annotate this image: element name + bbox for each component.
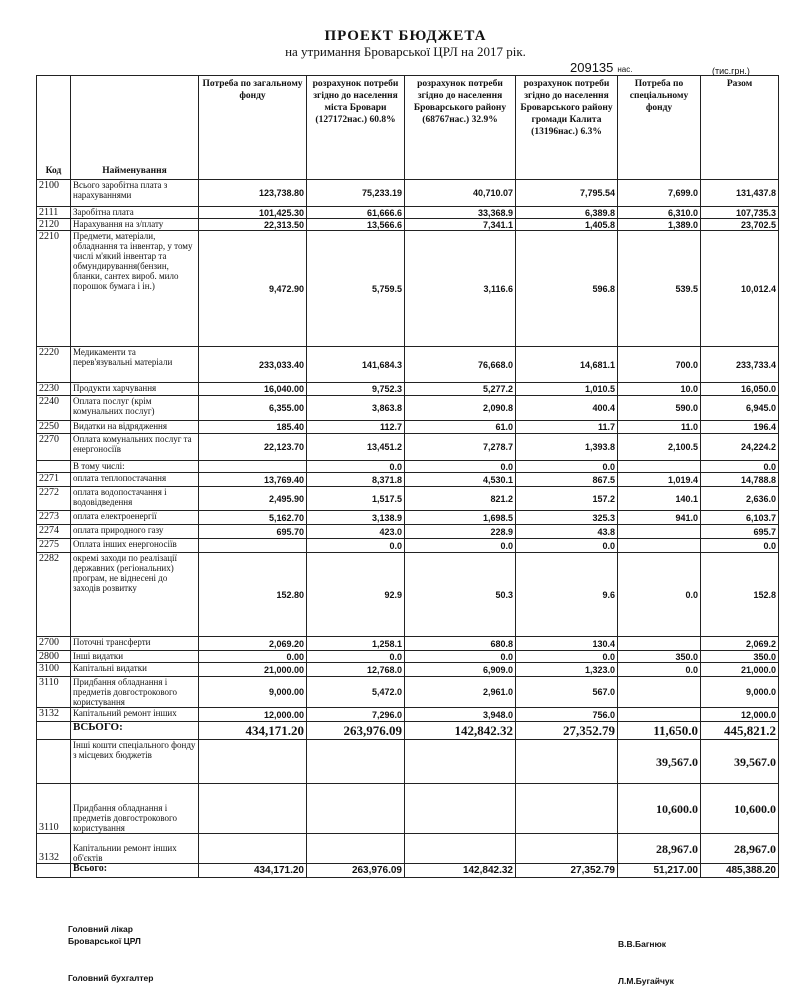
row-code: 2210 [37,231,71,347]
row-value: 228.9 [405,525,516,539]
row-value: 21,000.00 [199,663,307,677]
row-code: 2272 [37,487,71,511]
row-value: 3,863.8 [307,396,405,421]
chief-title-line-2: Броварської ЦРЛ [68,936,141,946]
row-value: 61,666.6 [307,207,405,219]
table-row [37,740,779,784]
table-row [37,461,779,473]
row-name: Всього заробітна плата з нарахуваннями [71,180,199,207]
table-row [37,434,779,461]
row-value: 1,393.8 [516,434,618,461]
header-code: Код [37,76,71,180]
row-code: 2800 [37,651,71,663]
row-value: 13,769.40 [199,473,307,487]
header-city: розрахунок потреби згідно до населення міста Бровари (127172нас.) 60.8% [307,76,405,180]
row-value: 0.0 [618,553,701,637]
row-value: 700.0 [618,347,701,383]
row-value: 695.70 [199,525,307,539]
row-name: оплата водопостачання і водовідведення [71,487,199,511]
page-subtitle: на утримання Броварської ЦРЛ на 2017 рік. [285,44,526,59]
row-value: 92.9 [307,553,405,637]
row-value: 1,010.5 [516,383,618,396]
row-code: 2270 [37,434,71,461]
row-name: Придбання обладнання і предметів довгострокового користування [71,784,199,834]
row-value [516,834,618,864]
row-value: 7,795.54 [516,180,618,207]
row-code: 2230 [37,383,71,396]
row-value: 1,389.0 [618,219,701,231]
row-value: 0.0 [405,651,516,663]
row-value [516,740,618,784]
row-value: 1,517.5 [307,487,405,511]
row-code: 3132 [37,708,71,722]
table-row [37,421,779,434]
row-name: Капітальні видатки [71,663,199,677]
row-value: 5,759.5 [307,231,405,347]
row-value: 821.2 [405,487,516,511]
row-value: 485,388.20 [701,864,779,878]
row-value: 141,684.3 [307,347,405,383]
row-value: 185.40 [199,421,307,434]
row-value: 12,000.0 [701,708,779,722]
row-value: 2,069.20 [199,637,307,651]
row-value: 756.0 [516,708,618,722]
row-value: 50.3 [405,553,516,637]
row-code: 2271 [37,473,71,487]
row-name: Придбання обладнання і предметів довгострокового користування [71,677,199,708]
table-row [37,539,779,553]
row-value: 27,352.79 [516,722,618,740]
accountant-title: Головний бухгалтер [68,973,154,983]
row-value: 1,698.5 [405,511,516,525]
table-row [37,487,779,511]
row-value: 14,681.1 [516,347,618,383]
row-value: 10,600.0 [618,784,701,834]
row-value: 75,233.19 [307,180,405,207]
row-value: 24,224.2 [701,434,779,461]
table-row [37,663,779,677]
table-row [37,383,779,396]
chief-doctor-name: В.В.Багнюк [618,939,667,949]
row-name: Медикаменти та перев'язувальні матеріали [71,347,199,383]
row-value [405,834,516,864]
row-code [37,864,71,878]
row-name: Продукти харчування [71,383,199,396]
row-value: 112.7 [307,421,405,434]
row-value [618,461,701,473]
row-value: 5,162.70 [199,511,307,525]
header-special-fund: Потреба по спеціальному фонду [618,76,701,180]
row-value: 11.7 [516,421,618,434]
row-value [618,637,701,651]
row-value: 7,699.0 [618,180,701,207]
table-row [37,347,779,383]
table-row [37,511,779,525]
row-value: 61.0 [405,421,516,434]
row-value [199,784,307,834]
row-name: оплата природного газу [71,525,199,539]
row-code: 2120 [37,219,71,231]
row-value: 12,768.0 [307,663,405,677]
table-row [37,180,779,207]
row-value: 2,961.0 [405,677,516,708]
row-name: Інші видатки [71,651,199,663]
row-value: 9,752.3 [307,383,405,396]
table-row [37,677,779,708]
row-value: 434,171.20 [199,722,307,740]
row-name: Предмети, матеріали, обладнання та інвентар, у тому числі м'який інвентар та обмундирування(бензин, бланки, сантех вироб. мило порошок бумага і ін.) [71,231,199,347]
row-value: 0.0 [701,539,779,553]
row-value: 5,472.0 [307,677,405,708]
page-title: ПРОЕКТ БЮДЖЕТА [324,28,487,44]
row-value: 1,405.8 [516,219,618,231]
row-value: 107,735.3 [701,207,779,219]
table-row [37,708,779,722]
row-value: 233,733.4 [701,347,779,383]
row-value [199,461,307,473]
row-code [37,722,71,740]
row-name: Видатки на відрядження [71,421,199,434]
row-name: оплата теплопостачання [71,473,199,487]
row-value: 423.0 [307,525,405,539]
row-value: 16,050.0 [701,383,779,396]
table-row [37,834,779,864]
row-value [199,834,307,864]
row-value: 567.0 [516,677,618,708]
row-value: 0.0 [307,539,405,553]
row-value: 142,842.32 [405,722,516,740]
row-value: 695.7 [701,525,779,539]
row-name: Капітальнии ремонт інших об'єктів [71,834,199,864]
row-value [405,784,516,834]
row-value: 233,033.40 [199,347,307,383]
row-value: 9,000.0 [701,677,779,708]
row-value: 0.0 [405,539,516,553]
table-row [37,396,779,421]
row-value: 1,019.4 [618,473,701,487]
row-value: 263,976.09 [307,722,405,740]
budget-table [36,75,779,878]
row-value: 350.0 [701,651,779,663]
row-value: 2,100.5 [618,434,701,461]
row-code [37,740,71,784]
row-value: 6,355.00 [199,396,307,421]
header-name: Найменування [71,76,199,180]
table-row [37,553,779,637]
row-code: 2250 [37,421,71,434]
row-value: 590.0 [618,396,701,421]
row-value: 10,012.4 [701,231,779,347]
row-value: 445,821.2 [701,722,779,740]
row-value: 0.0 [405,461,516,473]
row-value: 4,530.1 [405,473,516,487]
row-value: 400.4 [516,396,618,421]
row-value [307,834,405,864]
row-code: 2240 [37,396,71,421]
row-value: 325.3 [516,511,618,525]
chief-doctor-title [68,923,141,947]
row-value: 196.4 [701,421,779,434]
row-value: 76,668.0 [405,347,516,383]
row-value: 10,600.0 [701,784,779,834]
row-name: Поточні трансферти [71,637,199,651]
table-header-row [37,76,779,180]
row-value: 142,842.32 [405,864,516,878]
row-value: 7,296.0 [307,708,405,722]
row-code: 3132 [37,834,71,864]
row-value: 350.0 [618,651,701,663]
row-value [405,740,516,784]
header-total: Разом [701,76,779,180]
row-code: 3110 [37,784,71,834]
row-value: 152.80 [199,553,307,637]
row-value: 9,472.90 [199,231,307,347]
row-name: Оплата інших енергоносіїв [71,539,199,553]
row-value: 28,967.0 [701,834,779,864]
row-code: 3100 [37,663,71,677]
row-value: 40,710.07 [405,180,516,207]
table-row [37,637,779,651]
row-value: 2,090.8 [405,396,516,421]
row-name: Нарахування на з/плату [71,219,199,231]
row-code: 2100 [37,180,71,207]
row-code [37,461,71,473]
row-value: 152.8 [701,553,779,637]
row-value: 7,278.7 [405,434,516,461]
row-value: 39,567.0 [618,740,701,784]
row-value: 3,948.0 [405,708,516,722]
row-value: 16,040.00 [199,383,307,396]
row-value: 539.5 [618,231,701,347]
population-total [570,60,632,75]
row-value [307,784,405,834]
row-value: 2,636.0 [701,487,779,511]
row-value: 941.0 [618,511,701,525]
population-unit: нас. [617,65,633,74]
row-value: 0.00 [199,651,307,663]
row-value: 22,313.50 [199,219,307,231]
row-value: 39,567.0 [701,740,779,784]
row-value: 2,495.90 [199,487,307,511]
row-value: 11.0 [618,421,701,434]
row-value [618,539,701,553]
row-value [618,677,701,708]
row-value: 0.0 [618,663,701,677]
row-value: 0.0 [516,539,618,553]
row-name: окремі заходи по реалізації державних (регіональних) програм, не віднесені до заходів розвитку [71,553,199,637]
table-row [37,722,779,740]
chief-title-line-1: Головний лікар [68,924,133,934]
row-value: 434,171.20 [199,864,307,878]
row-value: 0.0 [516,461,618,473]
table-row [37,231,779,347]
row-value: 12,000.00 [199,708,307,722]
row-name: Оплата послуг (крім комунальних послуг) [71,396,199,421]
row-value: 43.8 [516,525,618,539]
row-value: 680.8 [405,637,516,651]
row-value: 51,217.00 [618,864,701,878]
row-value: 1,258.1 [307,637,405,651]
table-row [37,651,779,663]
row-value: 9.6 [516,553,618,637]
row-value [199,539,307,553]
row-value: 10.0 [618,383,701,396]
row-value: 28,967.0 [618,834,701,864]
row-value: 867.5 [516,473,618,487]
row-code: 2111 [37,207,71,219]
row-value: 23,702.5 [701,219,779,231]
accountant-name: Л.М.Бугайчук [618,976,674,986]
table-row [37,219,779,231]
row-code: 2274 [37,525,71,539]
row-name: В тому числі: [71,461,199,473]
row-value: 101,425.30 [199,207,307,219]
row-name: Всього: [71,864,199,878]
row-value: 6,310.0 [618,207,701,219]
row-value [516,784,618,834]
row-value: 2,069.2 [701,637,779,651]
row-value: 130.4 [516,637,618,651]
row-value: 11,650.0 [618,722,701,740]
row-value: 6,389.8 [516,207,618,219]
row-value: 157.2 [516,487,618,511]
row-value: 6,945.0 [701,396,779,421]
table-row [37,473,779,487]
row-value: 123,738.80 [199,180,307,207]
row-name: Інші кошти спеціального фонду з місцевих бюджетів [71,740,199,784]
row-value: 7,341.1 [405,219,516,231]
header-district: розрахунок потреби згідно до населення Броварського району (68767нас.) 32.9% [405,76,516,180]
row-name: Оплата комунальних послуг та енергоносіїв [71,434,199,461]
row-value: 33,368.9 [405,207,516,219]
row-name: ВСЬОГО: [71,722,199,740]
row-value: 21,000.0 [701,663,779,677]
row-value: 0.0 [307,651,405,663]
table-row [37,207,779,219]
row-value: 6,103.7 [701,511,779,525]
currency-unit: (тис.грн.) [712,66,750,76]
row-value: 0.0 [516,651,618,663]
row-name: оплата електроенергії [71,511,199,525]
table-row [37,864,779,878]
row-value [618,708,701,722]
row-value: 22,123.70 [199,434,307,461]
header-kalyta: розрахунок потреби згідно до населення Броварського району громади Калита (13196нас.) 6.3% [516,76,618,180]
row-value: 8,371.8 [307,473,405,487]
row-code: 2273 [37,511,71,525]
row-value: 0.0 [701,461,779,473]
row-code: 2700 [37,637,71,651]
row-value: 3,116.6 [405,231,516,347]
header-general-fund: Потреба по загальному фонду [199,76,307,180]
row-value: 6,909.0 [405,663,516,677]
row-code: 3110 [37,677,71,708]
row-value: 1,323.0 [516,663,618,677]
row-code: 2275 [37,539,71,553]
row-value: 27,352.79 [516,864,618,878]
table-row [37,784,779,834]
row-value [307,740,405,784]
row-value: 263,976.09 [307,864,405,878]
row-value: 140.1 [618,487,701,511]
row-value: 0.0 [307,461,405,473]
row-name: Капітальний ремонт інших [71,708,199,722]
row-name: Заробітна плата [71,207,199,219]
table-row [37,525,779,539]
row-value: 131,437.8 [701,180,779,207]
row-value: 9,000.00 [199,677,307,708]
row-code: 2220 [37,347,71,383]
row-value: 3,138.9 [307,511,405,525]
row-value [199,740,307,784]
row-value: 5,277.2 [405,383,516,396]
row-code: 2282 [37,553,71,637]
row-value: 13,451.2 [307,434,405,461]
row-value: 13,566.6 [307,219,405,231]
row-value: 596.8 [516,231,618,347]
row-value: 14,788.8 [701,473,779,487]
row-value [618,525,701,539]
population-value: 209135 [570,60,614,75]
